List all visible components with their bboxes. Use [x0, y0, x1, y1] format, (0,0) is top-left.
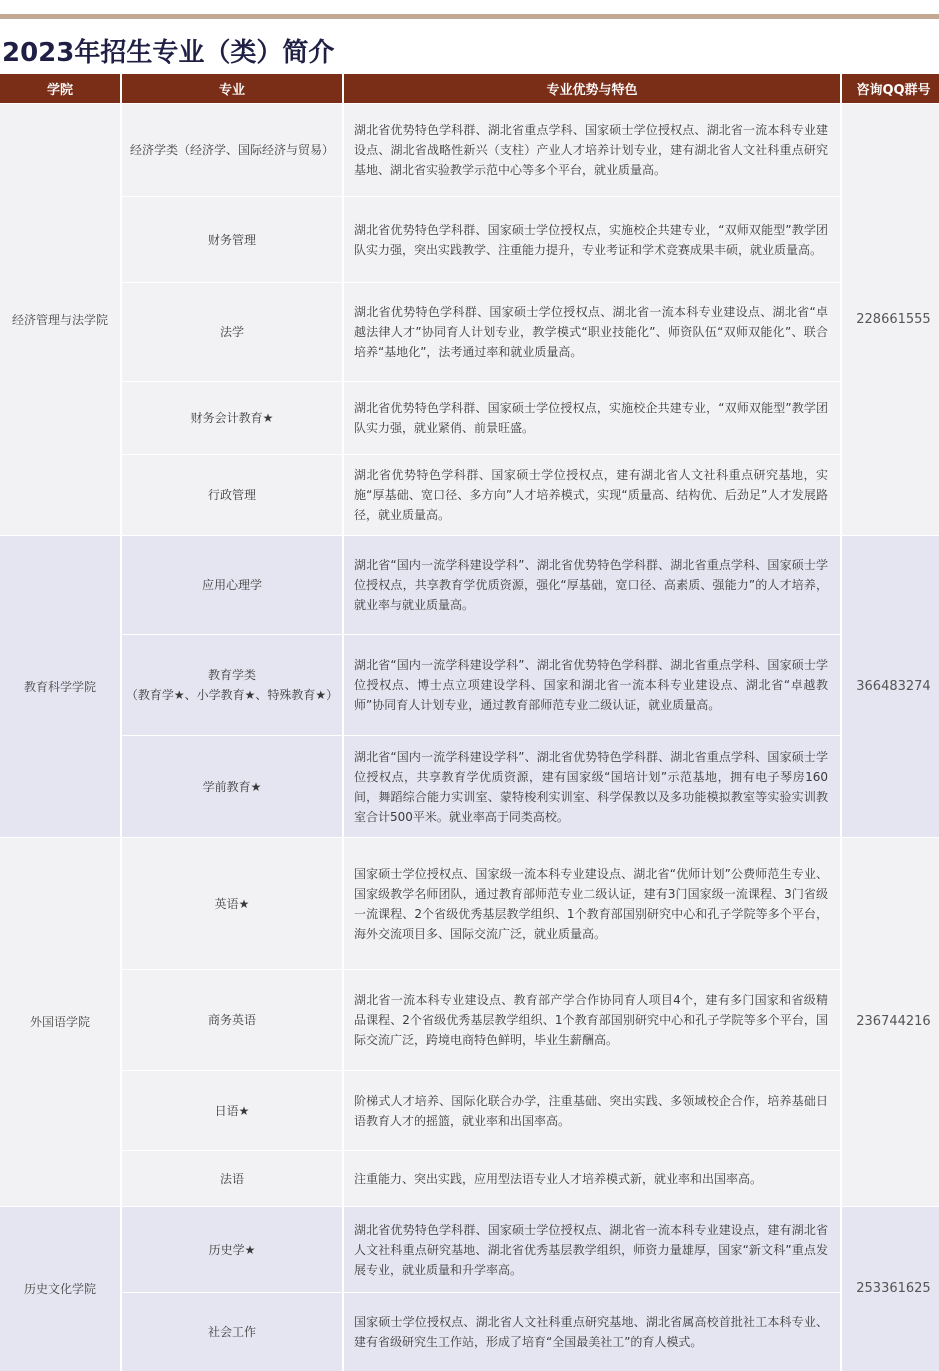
major-name: 法语 [122, 1151, 342, 1206]
major-name: 财务会计教育★ [122, 382, 342, 454]
major-name: 经济学类（经济学、国际经济与贸易） [122, 104, 342, 196]
major-description: 湖北省优势特色学科群、湖北省重点学科、国家硕士学位授权点、湖北省一流本科专业建设点、湖北省战略性新兴（支柱）产业人才培养计划专业，建有湖北省人文社科重点研究基地、湖北省实验教学示范中心等多个平台，就业质量高。 [344, 104, 840, 196]
major-name: 财务管理 [122, 197, 342, 282]
header-qq: 咨询QQ群号 [842, 74, 939, 103]
major-subtitle: （教育学★、小学教育★、特殊教育★） [125, 688, 339, 702]
qq-group-number: 236744216 [842, 838, 939, 1206]
major-description: 国家硕士学位授权点、湖北省人文社科重点研究基地、湖北省属高校首批社工本科专业、建有省级研究生工作站，形成了培育“全国最美社工”的育人模式。 [344, 1293, 840, 1371]
major-name: 学前教育★ [122, 736, 342, 837]
major-description: 国家硕士学位授权点、国家级一流本科专业建设点、湖北省“优师计划”公费师范生专业、国家级教学名师团队，通过教育部师范专业二级认证，建有3门国家级一流课程、3门省级一流课程、2个省级优秀基层教学组织、1个教育部国别研究中心和孔子学院等多个平台，海外交流项目多、国际交流广泛，就业质量高。 [344, 838, 840, 969]
major-name: 行政管理 [122, 455, 342, 535]
header-advantage: 专业优势与特色 [344, 74, 840, 103]
majors-table [0, 74, 939, 1371]
major-description: 湖北省优势特色学科群、国家硕士学位授权点、湖北省一流本科专业建设点，建有湖北省人文社科重点研究基地、湖北省优秀基层教学组织，师资力量雄厚，国家“新文科”重点发展专业，就业质量和升学率高。 [344, 1207, 840, 1292]
major-name: 商务英语 [122, 970, 342, 1070]
major-description: 湖北省优势特色学科群、国家硕士学位授权点，实施校企共建专业，“双师双能型”教学团队实力强，突出实践教学、注重能力提升，专业考证和学术竞赛成果丰硕，就业质量高。 [344, 197, 840, 282]
major-description: 湖北省一流本科专业建设点、教育部产学合作协同育人项目4个，建有多门国家和省级精品课程、2个省级优秀基层教学组织、1个教育部国别研究中心和孔子学院等多个平台，国际交流广泛，跨境电商特色鲜明，毕业生薪酬高。 [344, 970, 840, 1070]
major-description: 湖北省优势特色学科群、国家硕士学位授权点，实施校企共建专业，“双师双能型”教学团队实力强，就业紧俏、前景旺盛。 [344, 382, 840, 454]
header-major: 专业 [122, 74, 342, 103]
qq-group-number: 366483274 [842, 536, 939, 837]
top-divider [0, 14, 939, 19]
qq-group-number: 253361625 [842, 1207, 939, 1371]
major-description: 注重能力、突出实践，应用型法语专业人才培养模式新，就业率和出国率高。 [344, 1151, 840, 1206]
qq-group-number: 228661555 [842, 104, 939, 535]
page-title: 2023年招生专业（类）简介 [2, 38, 335, 68]
college-name: 教育科学学院 [0, 536, 120, 837]
major-description: 阶梯式人才培养、国际化联合办学，注重基础、突出实践、多领域校企合作，培养基础日语教育人才的摇篮，就业率和出国率高。 [344, 1071, 840, 1150]
major-name: 日语★ [122, 1071, 342, 1150]
college-name: 外国语学院 [0, 838, 120, 1206]
major-description: 湖北省“国内一流学科建设学科”、湖北省优势特色学科群、湖北省重点学科、国家硕士学位授权点，共享教育学优质资源，建有国家级“国培计划”示范基地，拥有电子琴房160间，舞蹈综合能力实训室、蒙特梭利实训室、科学保教以及多功能模拟教室等实验实训教室合计500平米。就业率高于同类高校。 [344, 736, 840, 837]
major-name: 历史学★ [122, 1207, 342, 1292]
major-description: 湖北省优势特色学科群、国家硕士学位授权点，建有湖北省人文社科重点研究基地，实施“厚基础、宽口径、多方向”人才培养模式，实现“质量高、结构优、后劲足”人才发展路径，就业质量高。 [344, 455, 840, 535]
major-name: 英语★ [122, 838, 342, 969]
college-name: 历史文化学院 [0, 1207, 120, 1371]
major-name: 应用心理学 [122, 536, 342, 634]
header-college: 学院 [0, 74, 120, 103]
college-name: 经济管理与法学院 [0, 104, 120, 535]
major-name-group [122, 635, 342, 735]
major-description: 湖北省优势特色学科群、国家硕士学位授权点、湖北省一流本科专业建设点、湖北省“卓越法律人才”协同育人计划专业，教学模式“职业技能化”、师资队伍“双师双能化”、联合培养“基地化”，法考通过率和就业质量高。 [344, 283, 840, 381]
major-name: 法学 [122, 283, 342, 381]
major-name: 教育学类 [207, 668, 256, 682]
major-description: 湖北省“国内一流学科建设学科”、湖北省优势特色学科群、湖北省重点学科、国家硕士学位授权点，共享教育学优质资源，强化“厚基础，宽口径、高素质、强能力”的人才培养，就业率与就业质量高。 [344, 536, 840, 634]
major-name: 社会工作 [122, 1293, 342, 1371]
major-description: 湖北省“国内一流学科建设学科”、湖北省优势特色学科群、湖北省重点学科、国家硕士学位授权点、博士点立项建设学科、国家和湖北省一流本科专业建设点、湖北省“卓越教师”协同育人计划专业，通过教育部师范专业二级认证，就业质量高。 [344, 635, 840, 735]
